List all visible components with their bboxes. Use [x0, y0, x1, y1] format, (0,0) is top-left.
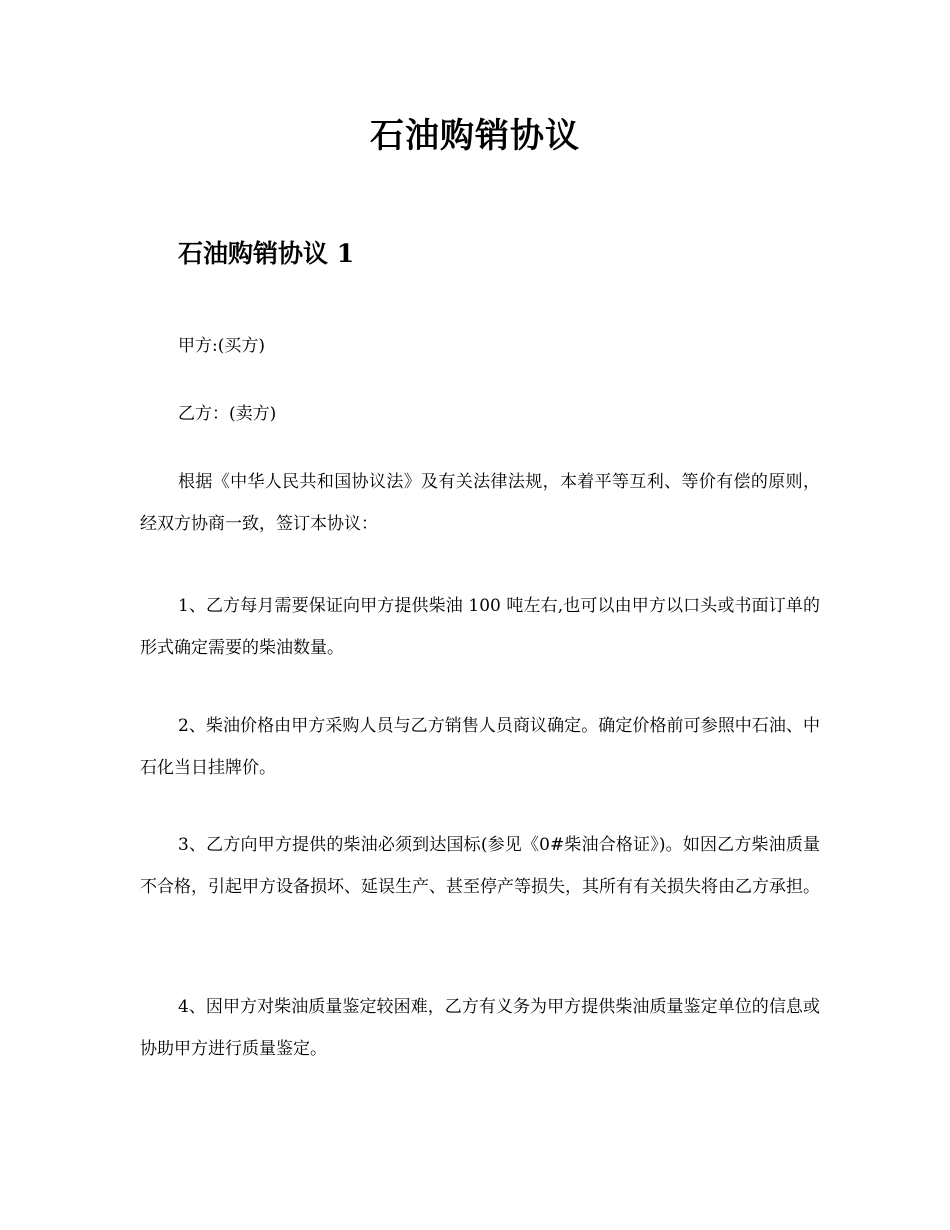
party-a-line: 甲方:(买方) [178, 336, 265, 356]
party-b-line: 乙方：(卖方) [178, 404, 277, 424]
preamble-paragraph: 根据《中华人民共和国协议法》及有关法律法规，本着平等互利、等价有偿的原则，经双方协商一致，签订本协议： [140, 472, 820, 534]
document-title: 石油购销协议 [370, 116, 580, 156]
clause-2-paragraph: 2、柴油价格由甲方采购人员与乙方销售人员商议确定。确定价格前可参照中石油、中石化当日挂牌价。 [140, 716, 820, 778]
clause-1-paragraph: 1、乙方每月需要保证向甲方提供柴油 100 吨左右,也可以由甲方以口头或书面订单的形式确定需要的柴油数量。 [140, 596, 820, 658]
clause-4-paragraph: 4、因甲方对柴油质量鉴定较困难，乙方有义务为甲方提供柴油质量鉴定单位的信息或协助甲方进行质量鉴定。 [140, 997, 820, 1059]
section-heading: 石油购销协议 1 [178, 239, 355, 268]
clause-3-paragraph: 3、乙方向甲方提供的柴油必须到达国标(参见《0#柴油合格证》)。如因乙方柴油质量不合格，引起甲方设备损坏、延误生产、甚至停产等损失，其所有有关损失将由乙方承担。 [140, 835, 820, 897]
